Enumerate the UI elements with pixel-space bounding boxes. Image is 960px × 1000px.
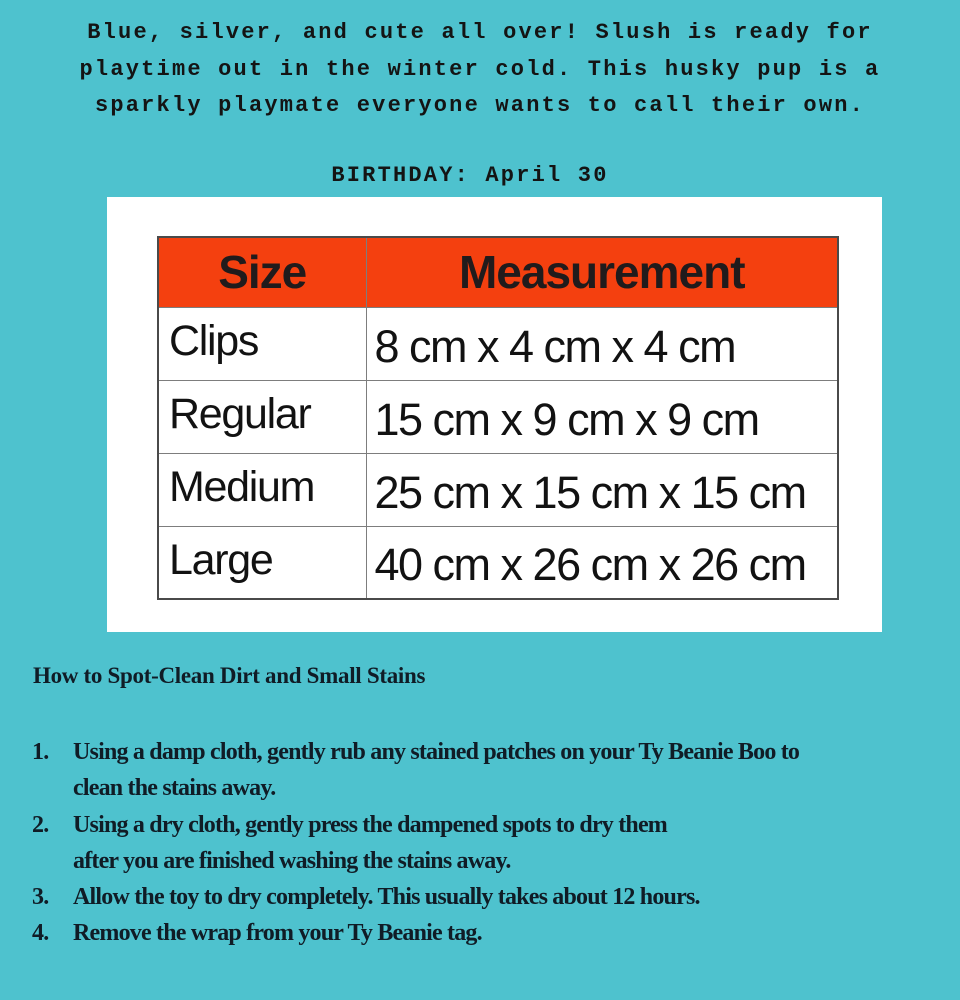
size-table (157, 236, 839, 600)
step-line: Allow the toy to dry completely. This usually takes about 12 hours. (73, 884, 700, 911)
content-panel (107, 197, 882, 632)
size-value: Medium (169, 463, 315, 511)
care-step (32, 915, 952, 951)
care-heading: How to Spot-Clean Dirt and Small Stains (33, 663, 426, 688)
column-header-measurement: Measurement (366, 237, 838, 307)
table-row (158, 307, 838, 380)
size-value: Large (169, 535, 273, 584)
intro-line: sparkly playmate everyone wants to call their own. (94, 93, 866, 118)
care-step (32, 807, 952, 880)
measurement-cell (366, 453, 838, 526)
measurement-cell (366, 526, 838, 599)
size-cell (158, 453, 366, 526)
step-number: 4. (32, 920, 49, 947)
table-row (158, 380, 838, 453)
table-row (158, 526, 838, 599)
step-number: 1. (32, 739, 49, 765)
intro-paragraph (0, 15, 960, 125)
step-number: 2. (32, 811, 49, 838)
table-row (158, 453, 838, 526)
table-header-row (158, 237, 838, 307)
size-cell (158, 526, 366, 599)
step-line: clean the stains away. (73, 775, 276, 802)
care-step (32, 734, 952, 807)
intro-line: Blue, silver, and cute all over! Slush is ready for (87, 20, 873, 45)
measurement-value: 15 cm x 9 cm x 9 cm (374, 393, 759, 445)
measurement-value: 8 cm x 4 cm x 4 cm (374, 320, 736, 372)
step-line: after you are finished washing the stains away. (73, 847, 511, 874)
measurement-cell (366, 307, 838, 380)
size-cell (158, 380, 366, 453)
step-line: Remove the wrap from your Ty Beanie tag. (73, 920, 482, 947)
intro-line: playtime out in the winter cold. This husky pup is a (79, 56, 881, 82)
birthday-text: BIRTHDAY: April 30 (331, 163, 609, 188)
measurement-value: 25 cm x 15 cm x 15 cm (374, 466, 806, 518)
size-cell (158, 307, 366, 380)
step-line: Using a dry cloth, gently press the dampened spots to dry them (73, 811, 667, 838)
care-instructions-list (32, 734, 952, 952)
step-line: Using a damp cloth, gently rub any stained patches on your Ty Beanie Boo to (73, 739, 800, 765)
measurement-value: 40 cm x 26 cm x 26 cm (374, 539, 806, 591)
measurement-cell (366, 380, 838, 453)
step-number: 3. (32, 884, 49, 911)
care-step (32, 879, 952, 915)
column-header-size: Size (158, 237, 366, 307)
size-value: Clips (169, 317, 259, 365)
size-value: Regular (169, 390, 311, 438)
